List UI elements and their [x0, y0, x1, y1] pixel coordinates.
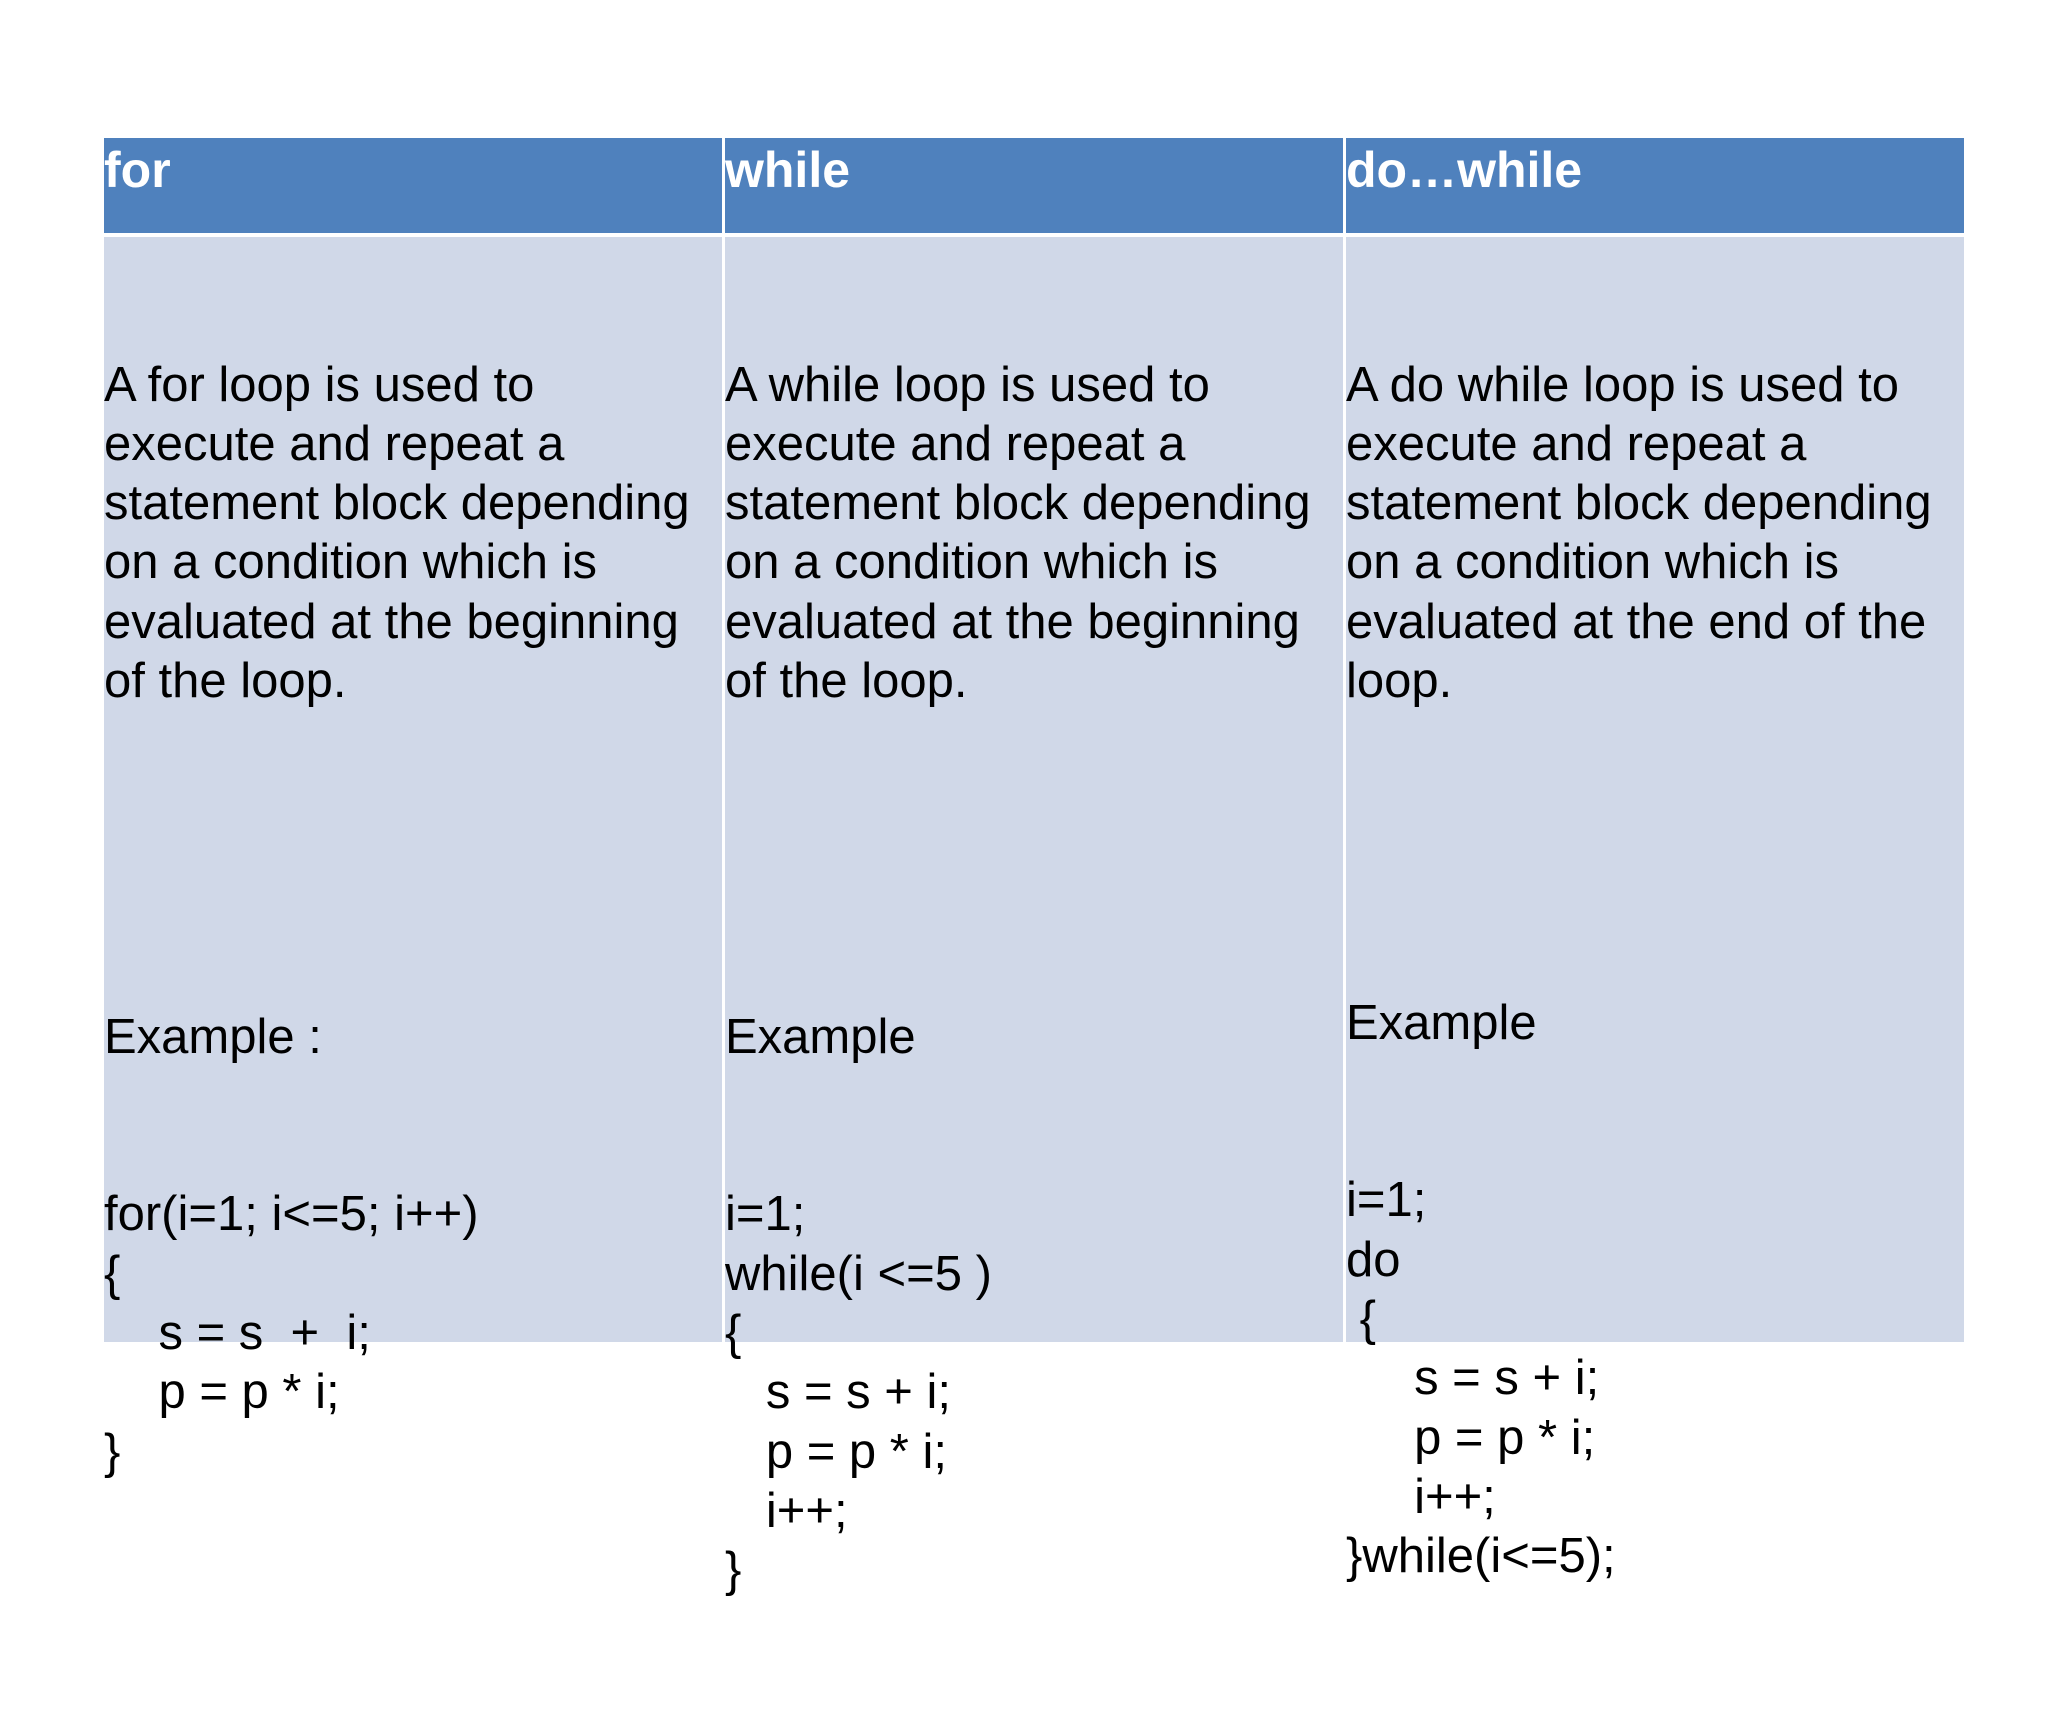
while-description: A while loop is used to execute and repeat a statement block depending on a condition which is evaluated at the beginning of the loop.: [725, 357, 1311, 709]
header-while: while: [725, 138, 1343, 233]
for-example-label: Example :: [104, 1009, 322, 1064]
loop-comparison-table: [104, 138, 1958, 1598]
cell-do-while: [1346, 237, 1964, 1584]
while-example-label: Example: [725, 1009, 916, 1064]
for-example-code: for(i=1; i<=5; i++) { s = s + i; p = p * i; }: [104, 1187, 479, 1479]
do-while-example-label: Example: [1346, 995, 1537, 1050]
header-for: for: [104, 138, 722, 233]
do-while-example-code: i=1; do { s = s + i; p = p * i; i++; }while(i<=5);: [1346, 1173, 1616, 1584]
while-example-code: i=1; while(i <=5 ) { s = s + i; p = p * i; i++; }: [725, 1187, 992, 1598]
cell-while: [725, 237, 1343, 1598]
cell-for: [104, 237, 722, 1479]
do-while-description: A do while loop is used to execute and repeat a statement block depending on a condition which is evaluated at the end of the loop.: [1346, 357, 1932, 709]
header-do-while: do…while: [1346, 138, 1964, 233]
for-description: A for loop is used to execute and repeat a statement block depending on a condition which is evaluated at the beginning of the loop.: [104, 357, 690, 709]
